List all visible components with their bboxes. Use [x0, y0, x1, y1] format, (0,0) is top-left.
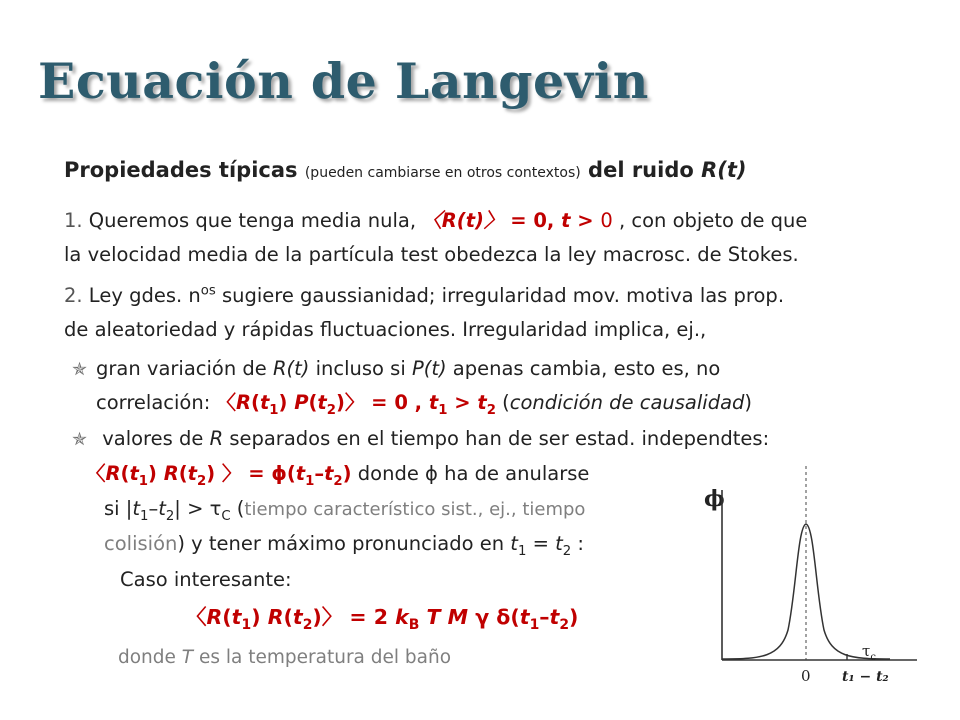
- subhead-note: (pueden cambiarse en otros contextos): [304, 165, 581, 181]
- star-bullet-icon: ✯: [72, 429, 88, 450]
- item-2-superscript: os: [200, 283, 216, 299]
- interesting-case-label: Caso interesante:: [120, 568, 292, 591]
- correlation-formula: 〈$R(t_1)$ $R(t_2)$ 〉 = $\phi(t_1-t_2)$: [86, 462, 352, 489]
- bullet-1-paren-close: ): [744, 391, 753, 414]
- equals-sign: =: [526, 532, 556, 555]
- item-1-number: 1.: [64, 209, 83, 232]
- graph-zero-label: 0: [801, 667, 811, 685]
- item-1-text: Queremos que tenga media nula,: [82, 209, 423, 232]
- subhead-variable: R(t): [701, 158, 747, 182]
- slide-title: Ecuación de Langevin: [38, 52, 649, 110]
- tau-description: tiempo característico sist., ej., tiempo: [244, 499, 586, 520]
- correlation-line: [86, 462, 590, 489]
- item-2-line-2: de aleatoriedad y rápidas fluctuaciones. Irregularidad implica, ej.,: [64, 318, 707, 341]
- minus-sign: –: [148, 497, 159, 520]
- bullet-1-pt: P(t): [411, 357, 447, 380]
- t2-var-2: t: [555, 532, 563, 555]
- bullet-1-correlation-label: correlación:: [96, 391, 217, 414]
- t1-var: t: [132, 497, 141, 520]
- section-subheading: [64, 158, 747, 183]
- phi-symbol: ϕ: [425, 462, 438, 485]
- causality-condition: condición de causalidad: [509, 391, 745, 414]
- bullet-1-line-1: [72, 357, 720, 381]
- footer-t: T: [181, 647, 194, 668]
- item-1-mean-expr: 〈R(t)〉: [422, 209, 504, 232]
- graph-x-label: t₁ − t₂: [842, 669, 889, 685]
- bullet-1-paren-open: (: [495, 391, 510, 414]
- item-2-number: 2.: [64, 284, 83, 307]
- t2-sub-2: 2: [562, 543, 572, 559]
- item-1-equals: = 0,: [503, 209, 562, 232]
- bullet-1-line-2: [96, 391, 753, 418]
- footer-text-2: es la temperatura del baño: [193, 647, 452, 668]
- bullet-1-rt: R(t): [272, 357, 310, 380]
- colon: :: [571, 532, 584, 555]
- t2-sub: 2: [165, 508, 175, 524]
- correlation-function-graph: [692, 460, 924, 692]
- bullet-2-line: [72, 427, 769, 451]
- item-1-line-2: la velocidad media de la partícula test obedezca la ley macrosc. de Stokes.: [64, 243, 799, 266]
- causality-formula: 〈$R(t_1)$ $P(t_2)$〉 = 0 , $t_1 > t_2$: [216, 391, 496, 418]
- item-1-text-2: , con objeto de que: [612, 209, 808, 232]
- tau-sub: C: [221, 508, 231, 524]
- collision-word: colisión: [104, 532, 178, 555]
- bullet-2-text-2: separados en el tiempo han de ser estad. independtes:: [223, 427, 770, 450]
- bullet-1-text-3: apenas cambia, esto es, no: [446, 357, 721, 380]
- maximum-text: ) y tener máximo pronunciado en: [177, 532, 511, 555]
- footer-note: [118, 647, 451, 669]
- star-bullet-icon: ✯: [72, 359, 88, 380]
- si-text: si |: [104, 497, 133, 520]
- t1-sub: 1: [140, 508, 149, 524]
- fluctuation-dissipation-formula: 〈$R(t_1)$ $R(t_2)$〉 = 2 $k_B$ T M γ $\delta(t_1-t_2)$: [186, 605, 579, 634]
- bullet-1-text: gran variación de: [96, 357, 273, 380]
- bullet-2-text: valores de: [96, 427, 210, 450]
- item-1-line-1: [64, 209, 807, 232]
- t2-var: t: [158, 497, 166, 520]
- bullet-2-r: R: [209, 427, 224, 450]
- subhead-text: Propiedades típicas: [64, 158, 305, 182]
- tau-compare: | > τ: [174, 497, 222, 520]
- item-2-text-2: sugiere gaussianidad; irregularidad mov. motiva las prop.: [215, 284, 785, 307]
- footer-text: donde: [118, 647, 182, 668]
- correlation-text: donde: [351, 462, 426, 485]
- paren-open: (: [230, 497, 245, 520]
- item-2-text: Ley gdes. n: [82, 284, 201, 307]
- item-1-gt: >: [570, 209, 601, 232]
- item-1-t: t: [561, 209, 571, 232]
- t1-sub-2: 1: [517, 543, 527, 559]
- graph-tau-label: $\tau_c$: [862, 642, 876, 663]
- item-1-zero: 0: [600, 209, 613, 232]
- graph-y-label: ϕ: [704, 486, 725, 512]
- item-2-line-1: [64, 284, 784, 307]
- tau-condition-line: [104, 497, 586, 524]
- subhead-text-2: del ruido: [580, 158, 702, 182]
- maximum-line: [104, 532, 584, 559]
- correlation-text-2: ha de anularse: [437, 462, 590, 485]
- t1-var-2: t: [510, 532, 518, 555]
- bullet-1-text-2: incluso si: [309, 357, 412, 380]
